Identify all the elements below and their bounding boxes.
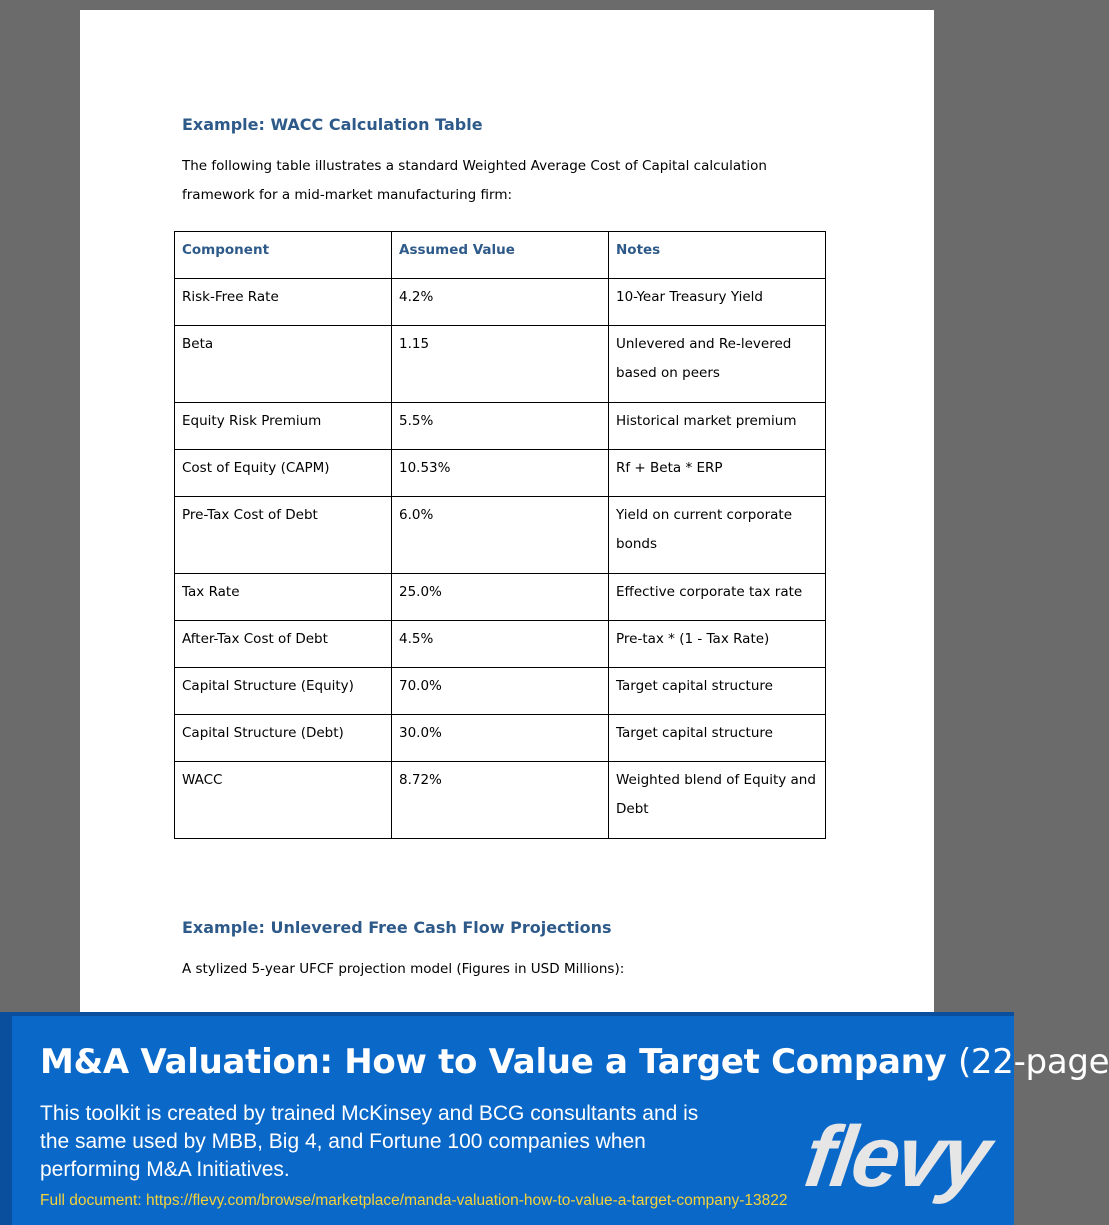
- cell-value: 4.5%: [392, 621, 609, 668]
- cell-value: 8.72%: [392, 762, 609, 839]
- banner-title-suffix: (22-page: [957, 1042, 1109, 1082]
- cell-notes: Effective corporate tax rate: [609, 574, 826, 621]
- table-row: [175, 621, 826, 668]
- cell-value: 4.2%: [392, 279, 609, 326]
- cell-notes: Yield on current corporate bonds: [609, 497, 826, 574]
- promo-banner: [0, 1012, 1109, 1225]
- column-header-assumed-value: Assumed Value: [392, 232, 609, 279]
- cell-notes: Unlevered and Re-levered based on peers: [609, 326, 826, 403]
- section-heading-ufcf: Example: Unlevered Free Cash Flow Projections: [182, 918, 612, 937]
- cell-component: After-Tax Cost of Debt: [175, 621, 392, 668]
- cell-notes: Weighted blend of Equity and Debt: [609, 762, 826, 839]
- cell-value: 5.5%: [392, 403, 609, 450]
- cell-value: 30.0%: [392, 715, 609, 762]
- banner-title: [40, 1042, 1109, 1082]
- table-header-row: [175, 232, 826, 279]
- table-row: [175, 279, 826, 326]
- cell-value: 6.0%: [392, 497, 609, 574]
- banner-accent-strip: [0, 1016, 12, 1225]
- full-document-link[interactable]: Full document: https://flevy.com/browse/marketplace/manda-valuation-how-to-value-a-target-company-13822: [40, 1192, 788, 1209]
- cell-component: Risk-Free Rate: [175, 279, 392, 326]
- cell-value: 1.15: [392, 326, 609, 403]
- cell-component: Tax Rate: [175, 574, 392, 621]
- cell-notes: Rf + Beta * ERP: [609, 450, 826, 497]
- cell-notes: Target capital structure: [609, 715, 826, 762]
- cell-component: Capital Structure (Debt): [175, 715, 392, 762]
- cell-component: Equity Risk Premium: [175, 403, 392, 450]
- table-row: [175, 403, 826, 450]
- column-header-notes: Notes: [609, 232, 826, 279]
- column-header-component: Component: [175, 232, 392, 279]
- table-row: [175, 762, 826, 839]
- cell-notes: Pre-tax * (1 - Tax Rate): [609, 621, 826, 668]
- section-heading-wacc: Example: WACC Calculation Table: [182, 115, 483, 134]
- table-row: [175, 450, 826, 497]
- banner-title-main: M&A Valuation: How to Value a Target Company: [40, 1042, 947, 1082]
- cell-notes: Historical market premium: [609, 403, 826, 450]
- cell-component: Beta: [175, 326, 392, 403]
- table-row: [175, 668, 826, 715]
- cell-value: 25.0%: [392, 574, 609, 621]
- table-row: [175, 497, 826, 574]
- cell-value: 70.0%: [392, 668, 609, 715]
- section-intro-wacc: The following table illustrates a standard Weighted Average Cost of Capital calculation framework for a mid-market manufacturing firm:: [182, 158, 767, 203]
- cell-component: Pre-Tax Cost of Debt: [175, 497, 392, 574]
- cell-component: Cost of Equity (CAPM): [175, 450, 392, 497]
- wacc-table: [174, 231, 826, 839]
- flevy-logo: flevy: [799, 1109, 994, 1205]
- cell-notes: Target capital structure: [609, 668, 826, 715]
- cell-component: WACC: [175, 762, 392, 839]
- table-row: [175, 715, 826, 762]
- cell-notes: 10-Year Treasury Yield: [609, 279, 826, 326]
- document-page: [80, 10, 934, 1020]
- section-intro-ufcf: A stylized 5-year UFCF projection model (Figures in USD Millions):: [182, 961, 625, 977]
- table-row: [175, 574, 826, 621]
- banner-description: This toolkit is created by trained McKinsey and BCG consultants and is the same used by MBB, Big 4, and Fortune 100 companies when performing M&A Initiatives.: [40, 1102, 699, 1181]
- cell-value: 10.53%: [392, 450, 609, 497]
- table-row: [175, 326, 826, 403]
- cell-component: Capital Structure (Equity): [175, 668, 392, 715]
